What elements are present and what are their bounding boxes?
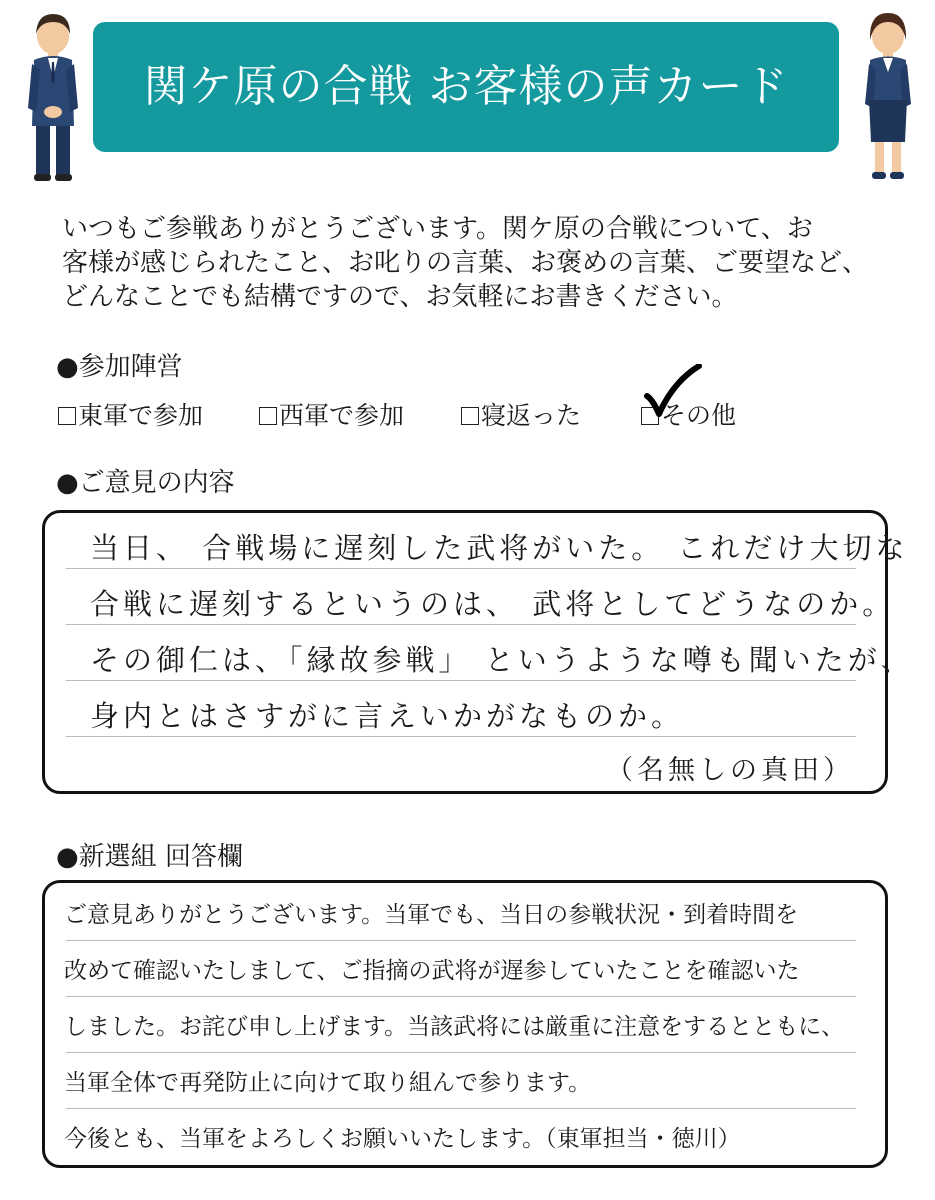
answer-heading: ●新選組 回答欄 [56, 842, 243, 872]
bowing-man-icon [22, 8, 84, 183]
answer-line: 当軍全体で再発防止に向けて取り組んで参ります。 [64, 1070, 592, 1096]
camp-option-east[interactable] [58, 396, 203, 432]
opinion-line: 身内とはさすがに言えいかがなものか。 [90, 699, 685, 733]
ruled-line [66, 736, 856, 737]
option-label: その他 [661, 401, 737, 430]
camp-option-betrayed[interactable] [461, 396, 581, 432]
checkbox-icon[interactable] [58, 407, 76, 425]
opinion-signature: （名無しの真田） [606, 755, 854, 786]
option-label: 西軍で参加 [279, 401, 405, 430]
opinion-heading: ●ご意見の内容 [56, 468, 235, 498]
page-title: 関ケ原の合戦 お客様の声カード [143, 61, 789, 112]
answer-line: ご意見ありがとうございます。当軍でも、当日の参戦状況・到着時間を [64, 902, 799, 928]
ruled-line [66, 1052, 856, 1053]
intro-line: 客様が感じられたこと、お叱りの言葉、お褒めの言葉、ご要望など、 [62, 248, 869, 278]
intro-line: いつもご参戦ありがとうございます。関ケ原の合戦について、お [62, 214, 813, 244]
checkbox-icon[interactable] [259, 407, 277, 425]
opinion-line: 合戦に遅刻するというのは、 武将としてどうなのか。 [90, 587, 896, 621]
bowing-woman-icon [857, 8, 919, 183]
intro-text [62, 212, 902, 314]
ruled-line [66, 1108, 856, 1109]
option-label: 東軍で参加 [78, 401, 204, 430]
ruled-line [66, 996, 856, 997]
answer-line: 今後とも、当軍をよろしくお願いいたします。（東軍担当・徳川） [64, 1126, 741, 1152]
ruled-line [66, 680, 856, 681]
camp-option-west[interactable] [259, 396, 404, 432]
intro-line: どんなことでも結構ですので、お気軽にお書きください。 [62, 282, 738, 312]
opinion-line: その御仁は、「縁故参戦」 というような噂も聞いたが、 [90, 643, 914, 677]
answer-line: 改めて確認いたしまして、ご指摘の武将が遅参していたことを確認いた [64, 958, 800, 984]
checkbox-icon[interactable] [461, 407, 479, 425]
ruled-line [66, 940, 856, 941]
ruled-line [66, 568, 856, 569]
answer-line: しました。お詫び申し上げます。当該武将には厳重に注意をするとともに、 [64, 1014, 845, 1040]
opinion-line: 当日、 合戦場に遅刻した武将がいた。 これだけ大切な [90, 531, 909, 565]
camp-heading: ●参加陣営 [56, 352, 183, 382]
check-mark-icon [643, 364, 703, 420]
ruled-line [66, 624, 856, 625]
option-label: 寝返った [481, 401, 582, 430]
